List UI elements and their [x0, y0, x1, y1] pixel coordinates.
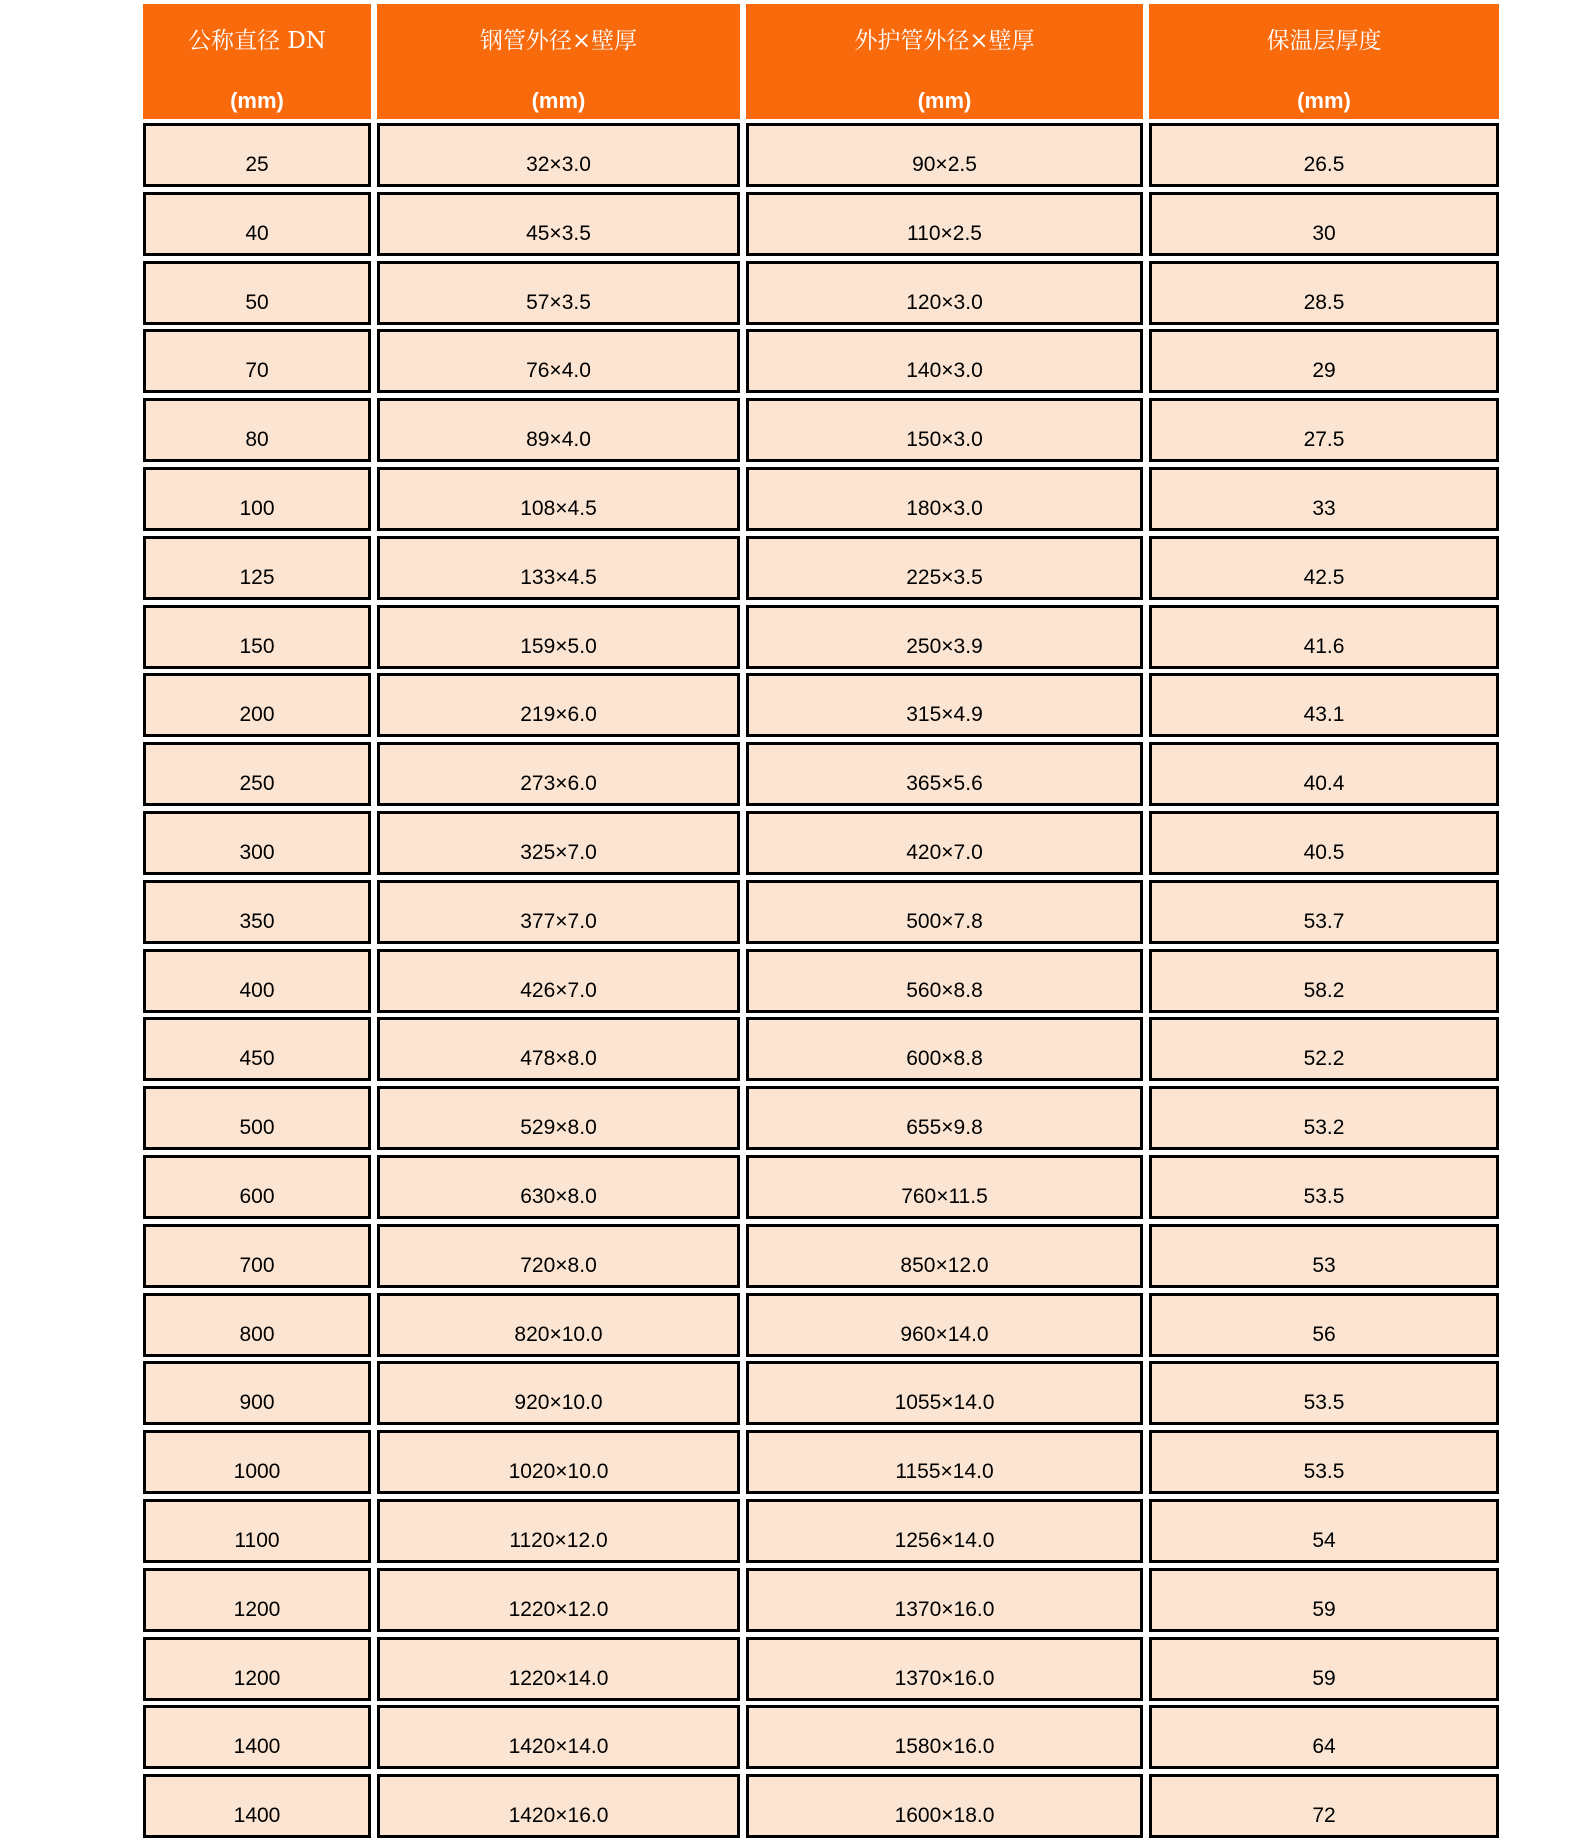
cell-dn: 350 [143, 880, 371, 944]
cell-dn: 400 [143, 949, 371, 1013]
cell-insulation: 41.6 [1149, 605, 1499, 669]
cell-insulation: 40.5 [1149, 811, 1499, 875]
cell-dn: 800 [143, 1293, 371, 1357]
cell-dn: 1200 [143, 1637, 371, 1701]
cell-casing-pipe: 365×5.6 [746, 742, 1143, 806]
cell-dn: 80 [143, 398, 371, 462]
cell-insulation: 58.2 [1149, 949, 1499, 1013]
cell-casing-pipe: 1370×16.0 [746, 1568, 1143, 1632]
header-cell-steel-pipe [377, 4, 740, 119]
cell-insulation: 53 [1149, 1224, 1499, 1288]
cell-casing-pipe: 1256×14.0 [746, 1499, 1143, 1563]
pipe-spec-table [143, 4, 1499, 1838]
cell-steel-pipe: 1220×12.0 [377, 1568, 740, 1632]
cell-steel-pipe: 377×7.0 [377, 880, 740, 944]
cell-casing-pipe: 1580×16.0 [746, 1705, 1143, 1769]
cell-insulation: 52.2 [1149, 1017, 1499, 1081]
cell-dn: 200 [143, 673, 371, 737]
cell-dn: 125 [143, 536, 371, 600]
cell-insulation: 27.5 [1149, 398, 1499, 462]
cell-insulation: 53.5 [1149, 1361, 1499, 1425]
cell-insulation: 43.1 [1149, 673, 1499, 737]
cell-steel-pipe: 273×6.0 [377, 742, 740, 806]
cell-steel-pipe: 630×8.0 [377, 1155, 740, 1219]
cell-casing-pipe: 225×3.5 [746, 536, 1143, 600]
cell-casing-pipe: 560×8.8 [746, 949, 1143, 1013]
cell-steel-pipe: 159×5.0 [377, 605, 740, 669]
cell-insulation: 42.5 [1149, 536, 1499, 600]
cell-steel-pipe: 1120×12.0 [377, 1499, 740, 1563]
cell-insulation: 53.2 [1149, 1086, 1499, 1150]
cell-casing-pipe: 110×2.5 [746, 192, 1143, 256]
cell-insulation: 53.7 [1149, 880, 1499, 944]
cell-dn: 40 [143, 192, 371, 256]
cell-dn: 250 [143, 742, 371, 806]
cell-casing-pipe: 1370×16.0 [746, 1637, 1143, 1701]
cell-dn: 450 [143, 1017, 371, 1081]
header-unit-casing-pipe: (mm) [917, 88, 972, 113]
cell-steel-pipe: 76×4.0 [377, 329, 740, 393]
cell-steel-pipe: 89×4.0 [377, 398, 740, 462]
cell-dn: 1400 [143, 1774, 371, 1838]
cell-dn: 1400 [143, 1705, 371, 1769]
cell-steel-pipe: 1420×16.0 [377, 1774, 740, 1838]
header-title-dn: 公称直径 DN [188, 28, 326, 54]
cell-casing-pipe: 760×11.5 [746, 1155, 1143, 1219]
header-unit-steel-pipe: (mm) [531, 88, 586, 113]
header-title-casing-pipe: 外护管外径×壁厚 [854, 28, 1035, 54]
cell-casing-pipe: 1155×14.0 [746, 1430, 1143, 1494]
cell-casing-pipe: 1600×18.0 [746, 1774, 1143, 1838]
header-cell-insulation [1149, 4, 1499, 119]
cell-steel-pipe: 57×3.5 [377, 261, 740, 325]
cell-steel-pipe: 1420×14.0 [377, 1705, 740, 1769]
cell-steel-pipe: 478×8.0 [377, 1017, 740, 1081]
table-header-row [143, 4, 1499, 119]
cell-insulation: 56 [1149, 1293, 1499, 1357]
cell-casing-pipe: 90×2.5 [746, 123, 1143, 187]
cell-casing-pipe: 180×3.0 [746, 467, 1143, 531]
cell-dn: 500 [143, 1086, 371, 1150]
cell-casing-pipe: 655×9.8 [746, 1086, 1143, 1150]
cell-steel-pipe: 720×8.0 [377, 1224, 740, 1288]
cell-casing-pipe: 960×14.0 [746, 1293, 1143, 1357]
header-title-steel-pipe: 钢管外径×壁厚 [479, 28, 638, 54]
cell-casing-pipe: 420×7.0 [746, 811, 1143, 875]
cell-casing-pipe: 600×8.8 [746, 1017, 1143, 1081]
cell-dn: 700 [143, 1224, 371, 1288]
header-title-insulation: 保温层厚度 [1266, 28, 1382, 54]
cell-dn: 300 [143, 811, 371, 875]
cell-insulation: 59 [1149, 1637, 1499, 1701]
cell-insulation: 40.4 [1149, 742, 1499, 806]
cell-dn: 70 [143, 329, 371, 393]
cell-dn: 50 [143, 261, 371, 325]
cell-steel-pipe: 820×10.0 [377, 1293, 740, 1357]
cell-casing-pipe: 315×4.9 [746, 673, 1143, 737]
cell-casing-pipe: 140×3.0 [746, 329, 1143, 393]
table-body [143, 123, 1499, 1838]
cell-dn: 1000 [143, 1430, 371, 1494]
cell-insulation: 53.5 [1149, 1430, 1499, 1494]
cell-insulation: 72 [1149, 1774, 1499, 1838]
cell-insulation: 29 [1149, 329, 1499, 393]
cell-insulation: 28.5 [1149, 261, 1499, 325]
cell-steel-pipe: 1220×14.0 [377, 1637, 740, 1701]
cell-insulation: 64 [1149, 1705, 1499, 1769]
cell-casing-pipe: 1055×14.0 [746, 1361, 1143, 1425]
cell-casing-pipe: 250×3.9 [746, 605, 1143, 669]
header-cell-dn [143, 4, 371, 119]
cell-casing-pipe: 850×12.0 [746, 1224, 1143, 1288]
cell-dn: 900 [143, 1361, 371, 1425]
cell-insulation: 59 [1149, 1568, 1499, 1632]
cell-insulation: 33 [1149, 467, 1499, 531]
cell-insulation: 26.5 [1149, 123, 1499, 187]
cell-steel-pipe: 529×8.0 [377, 1086, 740, 1150]
cell-steel-pipe: 45×3.5 [377, 192, 740, 256]
cell-steel-pipe: 133×4.5 [377, 536, 740, 600]
cell-casing-pipe: 500×7.8 [746, 880, 1143, 944]
cell-insulation: 30 [1149, 192, 1499, 256]
cell-dn: 1200 [143, 1568, 371, 1632]
cell-steel-pipe: 1020×10.0 [377, 1430, 740, 1494]
cell-dn: 1100 [143, 1499, 371, 1563]
cell-steel-pipe: 219×6.0 [377, 673, 740, 737]
cell-casing-pipe: 120×3.0 [746, 261, 1143, 325]
cell-casing-pipe: 150×3.0 [746, 398, 1143, 462]
cell-insulation: 54 [1149, 1499, 1499, 1563]
cell-dn: 100 [143, 467, 371, 531]
header-cell-casing-pipe [746, 4, 1143, 119]
cell-dn: 150 [143, 605, 371, 669]
cell-steel-pipe: 325×7.0 [377, 811, 740, 875]
cell-steel-pipe: 920×10.0 [377, 1361, 740, 1425]
cell-insulation: 53.5 [1149, 1155, 1499, 1219]
cell-dn: 25 [143, 123, 371, 187]
cell-steel-pipe: 426×7.0 [377, 949, 740, 1013]
cell-steel-pipe: 32×3.0 [377, 123, 740, 187]
cell-dn: 600 [143, 1155, 371, 1219]
header-unit-dn: (mm) [230, 88, 284, 113]
header-unit-insulation: (mm) [1297, 88, 1351, 113]
cell-steel-pipe: 108×4.5 [377, 467, 740, 531]
